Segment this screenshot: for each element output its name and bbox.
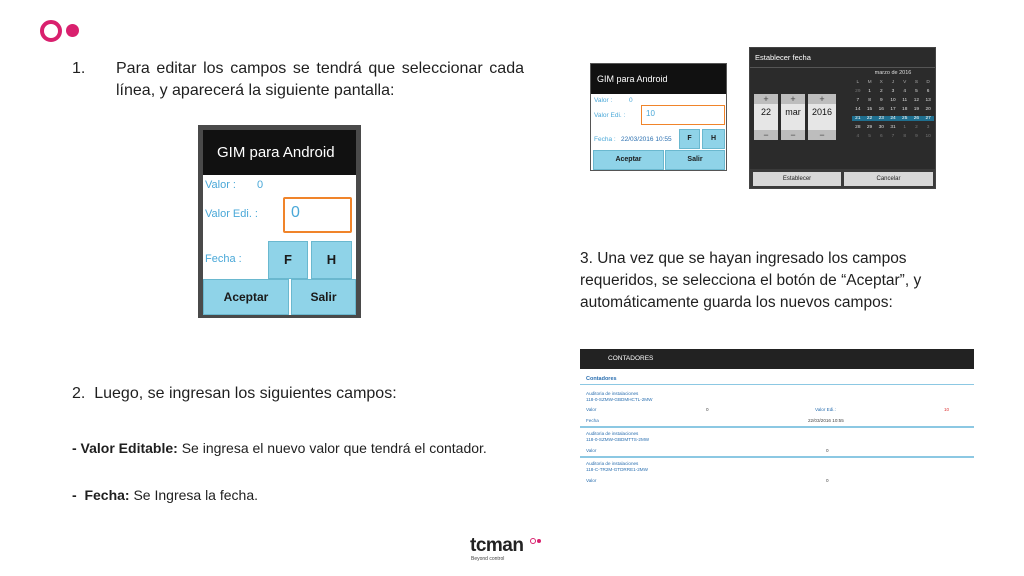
- step1-number: 1.: [72, 60, 86, 77]
- calendar-grid: [852, 80, 934, 139]
- brand-tagline: Beyond control: [471, 556, 505, 562]
- small-valor-label: Valor :: [594, 97, 613, 104]
- bullet-valor-editable-label: - Valor Editable:: [72, 440, 178, 456]
- date-picker-title: Establecer fecha: [755, 53, 811, 62]
- tcman-logo: [470, 535, 550, 565]
- calendar-day[interactable]: 19: [913, 107, 920, 112]
- small-aceptar-button[interactable]: Aceptar: [593, 150, 664, 170]
- brand-ring-icon: [530, 538, 536, 544]
- bullet-fecha-text: Se Ingresa la fecha.: [129, 487, 258, 503]
- item2-valor: 0: [826, 448, 829, 453]
- logo-ring-icon: [40, 20, 62, 42]
- calendar-day[interactable]: 4: [856, 134, 860, 139]
- calendar-day[interactable]: 29: [855, 89, 861, 94]
- bullet-valor-editable: [72, 438, 524, 458]
- calendar-day[interactable]: 2: [915, 125, 918, 130]
- valor-label: Valor :: [205, 179, 236, 191]
- calendar-day[interactable]: 31: [890, 125, 896, 130]
- step1-text: Para editar los campos se tendrá que seleccionar cada línea, y aparecerá la siguiente pantalla:: [116, 60, 524, 99]
- calendar-day[interactable]: 6: [879, 134, 883, 139]
- item1-separator: [580, 426, 974, 428]
- calendar-day[interactable]: 1: [868, 89, 871, 94]
- weekday-header: L: [856, 80, 860, 85]
- calendar-day[interactable]: 23: [875, 116, 887, 121]
- small-valor-edit-label: Valor Edi. :: [594, 112, 626, 119]
- weekday-header: X: [879, 80, 883, 85]
- small-fecha-f-button[interactable]: F: [679, 129, 700, 149]
- calendar-day[interactable]: 22: [864, 116, 876, 121]
- item1-fecha: 22/03/2016 10:55: [808, 418, 844, 423]
- item3-valor: 0: [826, 478, 829, 483]
- calendar-day[interactable]: 30: [878, 125, 884, 130]
- year-value: 2016: [811, 107, 833, 117]
- month-spinner[interactable]: [781, 94, 805, 140]
- day-value: 22: [760, 107, 771, 117]
- day-plus-icon[interactable]: +: [754, 94, 778, 104]
- small-valor-value: 0: [629, 97, 633, 104]
- establecer-button[interactable]: Establecer: [753, 172, 841, 186]
- calendar-day[interactable]: 25: [899, 116, 911, 121]
- valor-value: 0: [257, 179, 264, 191]
- calendar-day[interactable]: 18: [902, 107, 908, 112]
- item1-code: 118-0-SZMW-GBDMHCTL-2MW: [586, 397, 653, 402]
- year-minus-icon[interactable]: −: [808, 130, 836, 140]
- calendar-day[interactable]: 5: [915, 89, 918, 94]
- calendar-day[interactable]: 12: [913, 98, 920, 103]
- calendar-day[interactable]: 6: [926, 89, 930, 94]
- step2-heading: 2. Luego, se ingresan los siguientes campos:: [72, 385, 397, 402]
- logo-dot-icon: [66, 24, 79, 37]
- small-valor-edit-input[interactable]: 10: [641, 105, 725, 125]
- calendar-day[interactable]: 14: [855, 107, 861, 112]
- contadores-heading: Contadores: [586, 376, 617, 382]
- calendar-day[interactable]: 1: [903, 125, 907, 130]
- calendar-day[interactable]: 27: [922, 116, 934, 121]
- day-spinner[interactable]: [754, 94, 778, 140]
- calendar-day[interactable]: 9: [879, 98, 883, 103]
- weekday-header: D: [926, 80, 930, 85]
- step1-paragraph: [72, 58, 524, 102]
- bullet-fecha: [72, 485, 524, 505]
- item2-code: 118-0-SZMW-GBDMTTS-2MW: [586, 437, 650, 442]
- calendar-day[interactable]: 20: [925, 107, 931, 112]
- calendar-day[interactable]: 11: [902, 98, 908, 103]
- small-fecha-value: 22/03/2016 10:55: [621, 136, 672, 143]
- weekday-header: J: [891, 80, 895, 85]
- brand-name: tcman: [470, 535, 524, 556]
- item1-edit: 10: [944, 407, 950, 412]
- year-spinner[interactable]: [808, 94, 836, 140]
- hora-h-button[interactable]: H: [311, 241, 352, 279]
- item1-edit-label: Valor Edi.:: [815, 407, 836, 412]
- month-value: mar: [785, 107, 801, 117]
- android-title: GIM para Android: [203, 130, 356, 175]
- calendar-day[interactable]: 8: [903, 134, 907, 139]
- small-android-title: GIM para Android: [591, 64, 726, 94]
- item2-title: Auditoria de instalaciones: [586, 431, 639, 436]
- contadores-divider: [580, 384, 974, 385]
- month-minus-icon[interactable]: −: [781, 130, 805, 140]
- calendar-day[interactable]: 9: [915, 134, 918, 139]
- item2-separator: [580, 456, 974, 458]
- calendar-day[interactable]: 21: [852, 116, 864, 121]
- calendar-day[interactable]: 2: [879, 89, 883, 94]
- item1-fecha-label: Fecha: [586, 418, 599, 423]
- item1-title: Auditoria de instalaciones: [586, 391, 639, 396]
- item3-valor-label: Valor: [586, 478, 597, 483]
- calendar-day[interactable]: 29: [866, 125, 873, 130]
- aceptar-button[interactable]: Aceptar: [203, 279, 289, 315]
- android-filled-screenshot: [590, 63, 727, 171]
- year-plus-icon[interactable]: +: [808, 94, 836, 104]
- weekday-header: V: [903, 80, 907, 85]
- small-hora-h-button[interactable]: H: [702, 129, 725, 149]
- calendar-day[interactable]: 17: [890, 107, 896, 112]
- fecha-label: Fecha :: [205, 253, 242, 265]
- item1-valor-label: Valor: [586, 407, 597, 412]
- valor-edit-input[interactable]: 0: [283, 197, 352, 233]
- bullet-fecha-label: - Fecha:: [72, 487, 130, 503]
- calendar-day[interactable]: 16: [878, 107, 884, 112]
- small-fecha-label: Fecha :: [594, 136, 616, 143]
- item3-code: 118-C-TR2M-GTDRRE1-2MW: [586, 467, 648, 472]
- calendar-day[interactable]: 13: [925, 98, 931, 103]
- fecha-f-button[interactable]: F: [268, 241, 308, 279]
- calendar-day[interactable]: 10: [925, 134, 931, 139]
- calendar-day[interactable]: 3: [926, 125, 930, 130]
- calendar-day[interactable]: 24: [887, 116, 899, 121]
- brand-dot-icon: [537, 539, 541, 543]
- salir-button[interactable]: Salir: [291, 279, 356, 315]
- small-salir-button[interactable]: Salir: [665, 150, 725, 170]
- weekday-header: M: [867, 80, 872, 85]
- cancelar-button[interactable]: Cancelar: [844, 172, 933, 186]
- weekday-header: S: [914, 80, 919, 85]
- item2-valor-label: Valor: [586, 448, 597, 453]
- item3-title: Auditoria de instalaciones: [586, 461, 639, 466]
- calendar-day[interactable]: 26: [911, 116, 923, 121]
- step3-paragraph: 3. Una vez que se hayan ingresado los campos requeridos, se selecciona el botón de “Aceptar”, y automáticamente guarda los nuevos campos:: [580, 250, 922, 311]
- calendar-day[interactable]: 3: [891, 89, 895, 94]
- calendar-day[interactable]: 28: [855, 125, 861, 130]
- calendar-day[interactable]: 5: [868, 134, 871, 139]
- bullet-valor-editable-text: Se ingresa el nuevo valor que tendrá el contador.: [177, 440, 487, 456]
- month-plus-icon[interactable]: +: [781, 94, 805, 104]
- corner-logo: [40, 18, 84, 44]
- android-form: [203, 175, 356, 315]
- date-picker-divider: [750, 67, 935, 68]
- calendar-day[interactable]: 7: [891, 134, 895, 139]
- android-edit-screenshot: [198, 125, 361, 318]
- calendar-day[interactable]: 8: [868, 98, 871, 103]
- contadores-bar: CONTADORES: [580, 349, 974, 369]
- calendar-month-title: marzo de 2016: [874, 70, 912, 76]
- calendar-day[interactable]: 7: [856, 98, 860, 103]
- item1-valor: 0: [706, 407, 709, 412]
- day-minus-icon[interactable]: −: [754, 130, 778, 140]
- contadores-panel: [580, 349, 974, 489]
- valor-edit-label: Valor Edi. :: [205, 208, 258, 220]
- calendar-day[interactable]: 15: [866, 107, 873, 112]
- calendar-day[interactable]: 4: [903, 89, 907, 94]
- calendar-day[interactable]: 10: [890, 98, 896, 103]
